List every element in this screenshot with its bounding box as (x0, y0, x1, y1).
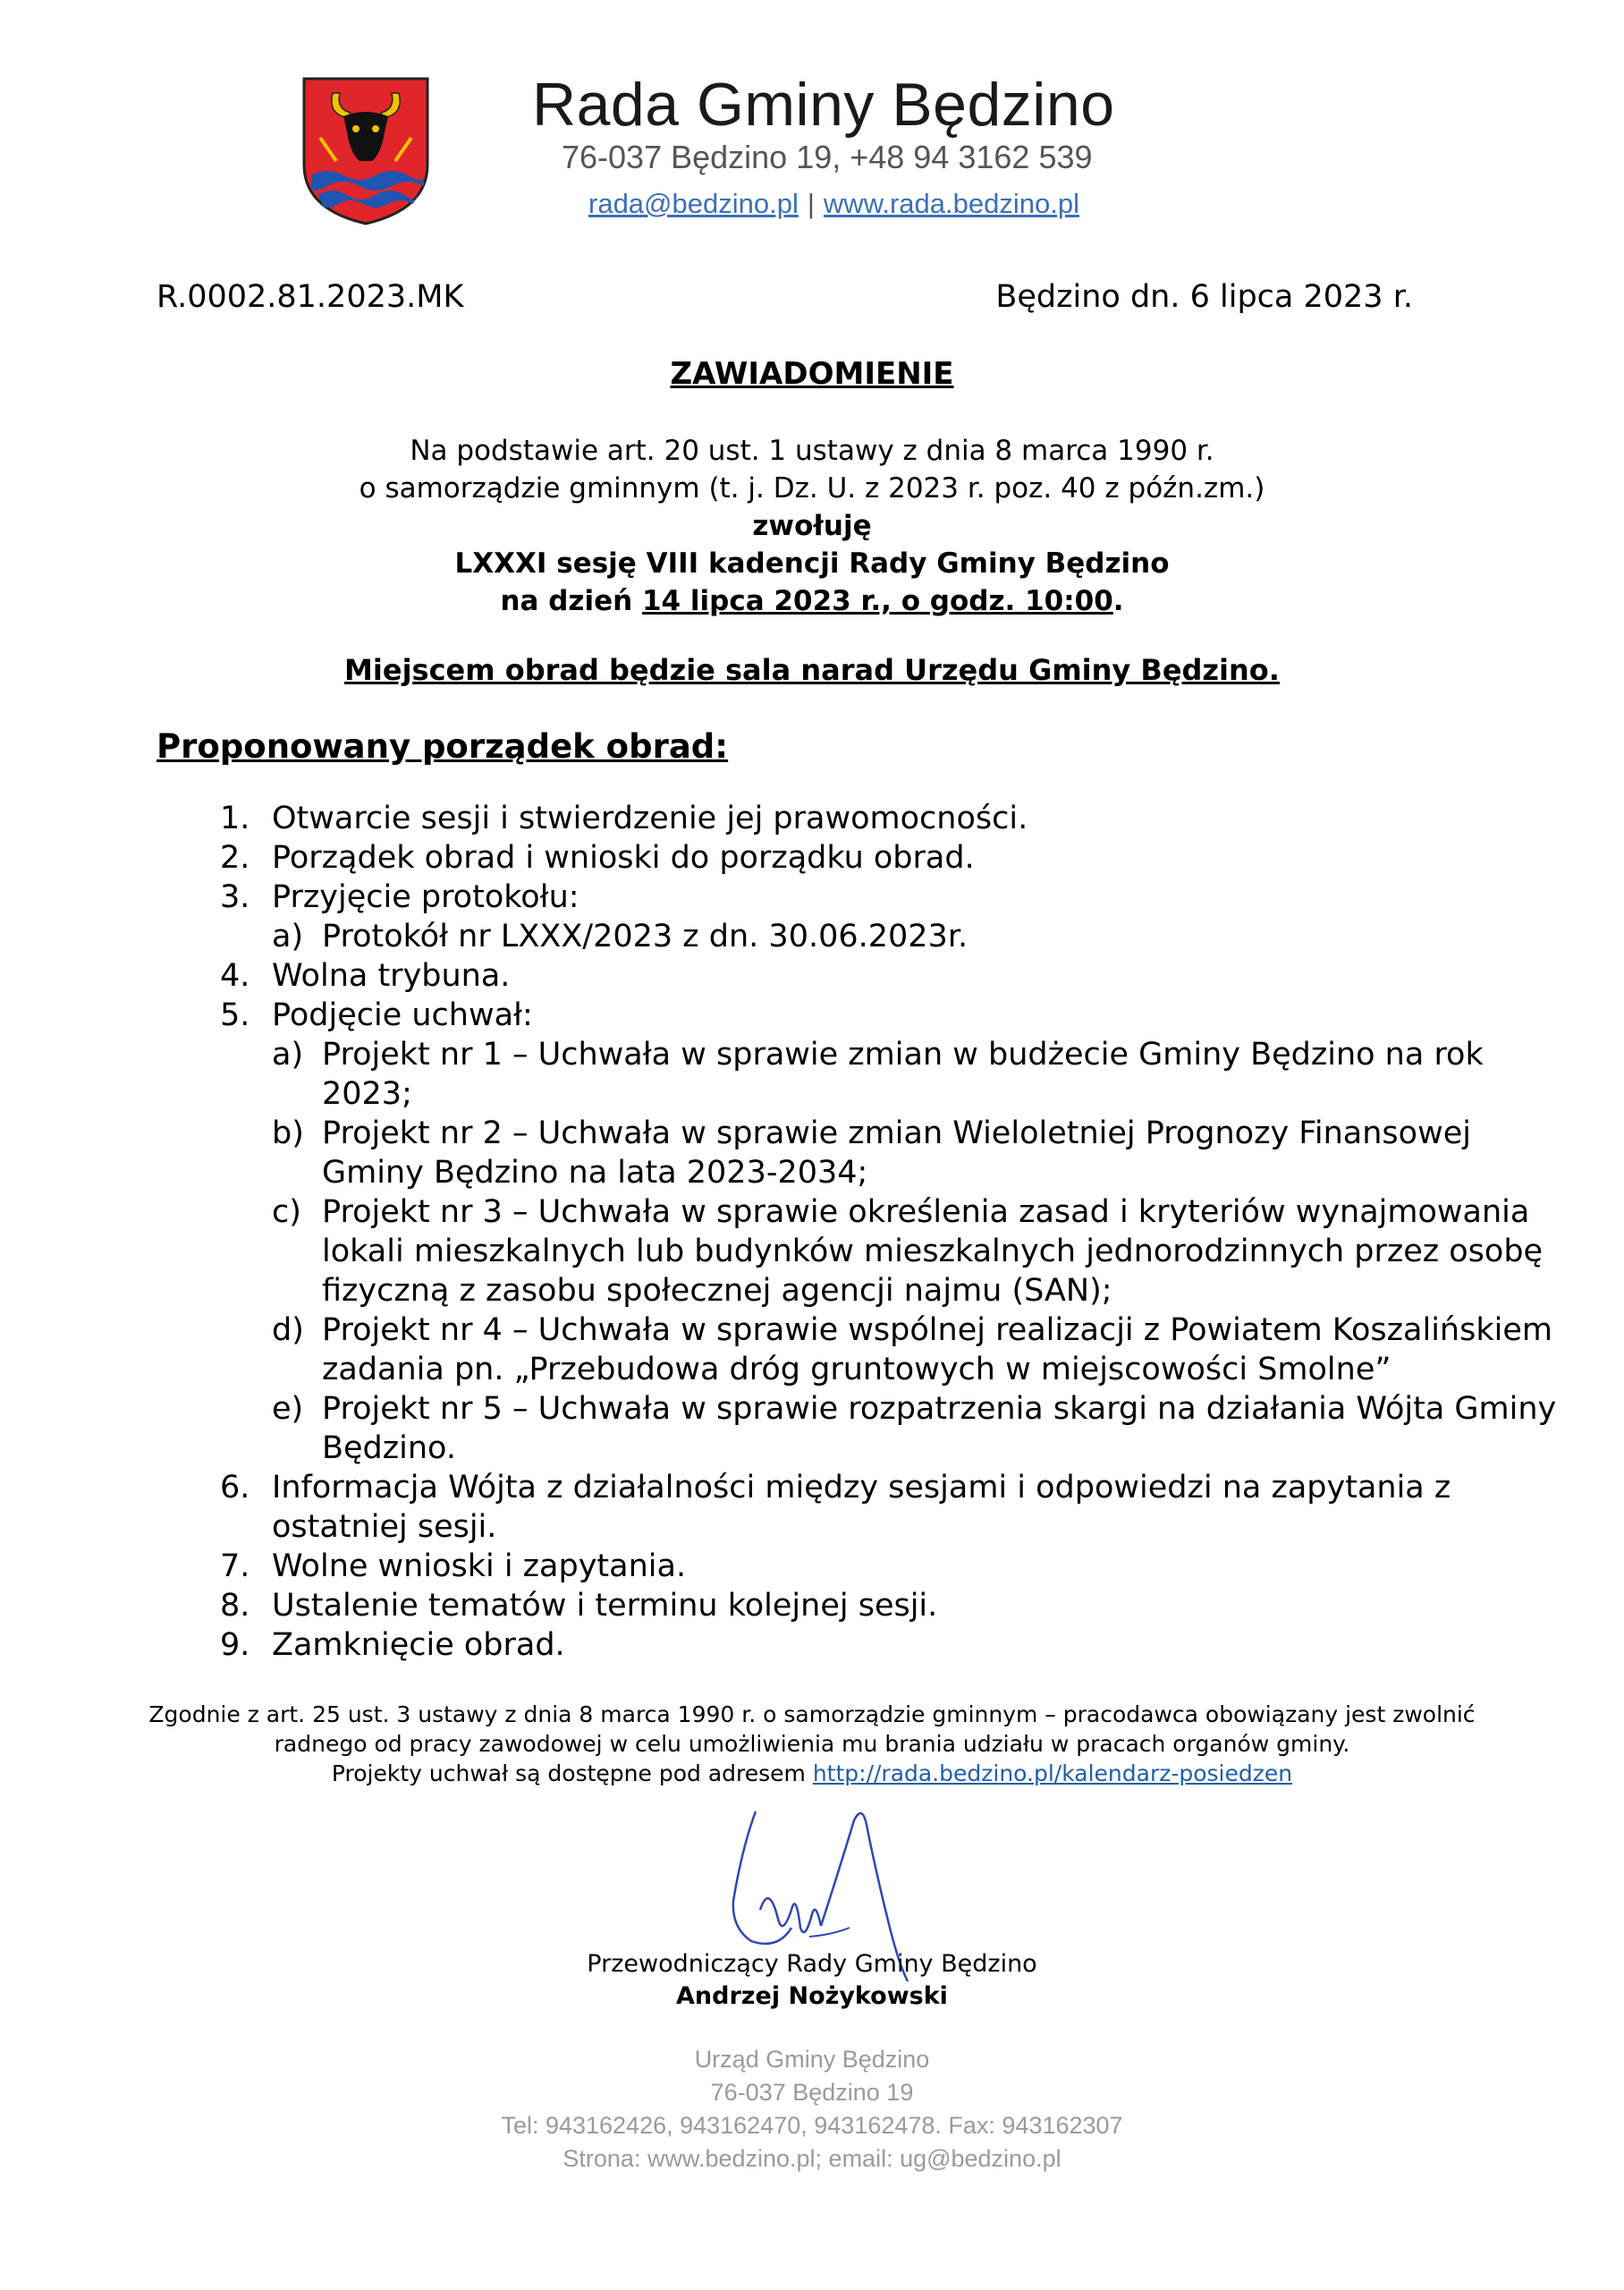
intro-line-datetime (0, 582, 1624, 620)
org-name: Rada Gminy Będzino (532, 71, 1115, 139)
agenda-item-text: Porządek obrad i wnioski do porządku obrad. (272, 840, 975, 876)
agenda-subitem-letter: c) (272, 1194, 301, 1230)
agenda-subitem (272, 1310, 1561, 1389)
intro-line-convene: zwołuję (752, 510, 872, 542)
agenda-item (220, 1586, 1561, 1625)
agenda-subitem-text: Projekt nr 3 – Uchwała w sprawie określenia zasad i kryteriów wynajmowania lokali mieszkalnych lub budynków mieszkalnych jednorodzinnych przez osobę fizyczną z zasobu społecznej agencji najmu (SAN); (322, 1194, 1544, 1309)
agenda-item (220, 956, 1561, 996)
office-web-email: Strona: www.bedzino.pl; email: ug@bedzino.pl (562, 2145, 1062, 2172)
link-separator: | (807, 188, 815, 219)
agenda-list (220, 799, 1561, 1665)
agenda-item-number: 4. (220, 958, 250, 994)
footnote-prefix: Projekty uchwał są dostępne pod adresem (331, 1760, 813, 1786)
agenda-item (220, 1547, 1561, 1586)
agenda-item (220, 838, 1561, 878)
agenda-heading: Proponowany porządek obrad: (156, 727, 729, 766)
agenda-item-number: 1. (220, 801, 250, 836)
intro-line-act: o samorządzie gminnym (t. j. Dz. U. z 2023 r. poz. 40 z późn.zm.) (359, 472, 1265, 505)
agenda-subitem-letter: a) (272, 919, 304, 954)
agenda-subitem-text: Projekt nr 2 – Uchwała w sprawie zmian Wieloletniej Prognozy Finansowej Gminy Będzino na lata 2023-2034; (322, 1115, 1471, 1191)
agenda-item-text: Zamknięcie obrad. (272, 1627, 565, 1663)
meeting-place: Miejscem obrad będzie sala narad Urzędu Gminy Będzino. (344, 653, 1280, 687)
agenda-subitem (272, 1192, 1561, 1310)
office-address: 76-037 Będzino 19 (710, 2079, 914, 2106)
agenda-subitem (272, 1035, 1561, 1114)
agenda-subitem (272, 1389, 1561, 1468)
agenda-item-number: 5. (220, 997, 250, 1033)
signer-role: Przewodniczący Rady Gminy Będzino (587, 1950, 1037, 1978)
agenda-subitem (272, 917, 1561, 956)
agenda-item-text: Przyjęcie protokołu: (272, 879, 579, 915)
org-address: 76-037 Będzino 19, +48 94 3162 539 (562, 139, 1093, 175)
office-footer (0, 2043, 1624, 2176)
intro-line-legal-basis: Na podstawie art. 20 ust. 1 ustawy z dnia 8 marca 1990 r. (410, 435, 1214, 467)
agenda-subitem-letter: a) (272, 1037, 304, 1073)
agenda-item-number: 6. (220, 1470, 250, 1505)
datetime-suffix: . (1112, 585, 1124, 617)
website-link[interactable]: www.rada.bedzino.pl (823, 188, 1079, 219)
agenda-item (220, 996, 1561, 1035)
org-links (588, 188, 1079, 220)
agenda-subitem (272, 1114, 1561, 1192)
office-phones: Tel: 943162426, 943162470, 943162478. Fax: 943162307 (501, 2112, 1123, 2139)
footnote-line-2: radnego od pracy zawodowej w celu umożliwienia mu brania udziału w pracach organów gminy. (274, 1731, 1350, 1757)
agenda-item-text: Otwarcie sesji i stwierdzenie jej prawomocności. (272, 801, 1028, 836)
resolutions-link[interactable]: http://rada.bedzino.pl/kalendarz-posiedzen (812, 1760, 1293, 1786)
agenda-subitem-text: Protokół nr LXXX/2023 z dn. 30.06.2023r. (322, 919, 968, 954)
agenda-subitem-letter: e) (272, 1391, 304, 1427)
agenda-item-number: 9. (220, 1627, 250, 1663)
legal-footnote (0, 1700, 1624, 1788)
agenda-item-text: Wolna trybuna. (272, 958, 511, 994)
agenda-item-text: Ustalenie tematów i terminu kolejnej sesji. (272, 1588, 938, 1624)
agenda-item (220, 1468, 1561, 1547)
agenda-subitem-letter: d) (272, 1312, 304, 1348)
reference-number: R.0002.81.2023.MK (156, 279, 464, 315)
agenda-item-number: 3. (220, 879, 250, 915)
intro-line-session: LXXXI sesję VIII kadencji Rady Gminy Będzino (454, 547, 1170, 580)
footnote-line-3 (0, 1759, 1624, 1788)
agenda-item (220, 1625, 1561, 1665)
document-title: ZAWIADOMIENIE (670, 356, 954, 392)
agenda-item-text: Wolne wnioski i zapytania. (272, 1548, 687, 1584)
signer-name: Andrzej Nożykowski (676, 1982, 948, 2010)
intro-block (0, 432, 1624, 620)
agenda-subitem-text: Projekt nr 1 – Uchwała w sprawie zmian w budżecie Gminy Będzino na rok 2023; (322, 1037, 1484, 1112)
document-date: Będzino dn. 6 lipca 2023 r. (995, 279, 1413, 315)
coat-of-arms-icon (300, 75, 431, 227)
agenda-item-text: Podjęcie uchwał: (272, 997, 533, 1033)
agenda-item-number: 8. (220, 1588, 250, 1624)
agenda-item-number: 2. (220, 840, 250, 876)
agenda-item-text: Informacja Wójta z działalności między sesjami i odpowiedzi na zapytania z ostatniej sesji. (272, 1470, 1451, 1545)
agenda-item (220, 878, 1561, 917)
email-link[interactable]: rada@bedzino.pl (588, 188, 799, 219)
session-datetime: 14 lipca 2023 r., o godz. 10:00 (641, 585, 1113, 617)
agenda-item (220, 799, 1561, 838)
office-name: Urząd Gminy Będzino (694, 2046, 930, 2073)
datetime-prefix: na dzień (500, 585, 642, 617)
footnote-line-1: Zgodnie z art. 25 ust. 3 ustawy z dnia 8 marca 1990 r. o samorządzie gminnym – pracodawca obowiązany jest zwolnić (148, 1701, 1476, 1727)
agenda-subitem-text: Projekt nr 5 – Uchwała w sprawie rozpatrzenia skargi na działania Wójta Gminy Będzino. (322, 1391, 1557, 1466)
agenda-item-number: 7. (220, 1548, 250, 1584)
agenda-subitem-letter: b) (272, 1115, 304, 1151)
agenda-subitem-text: Projekt nr 4 – Uchwała w sprawie wspólnej realizacji z Powiatem Koszalińskiem zadania pn. „Przebudowa dróg gruntowych w miejscowości Smolne” (322, 1312, 1552, 1387)
